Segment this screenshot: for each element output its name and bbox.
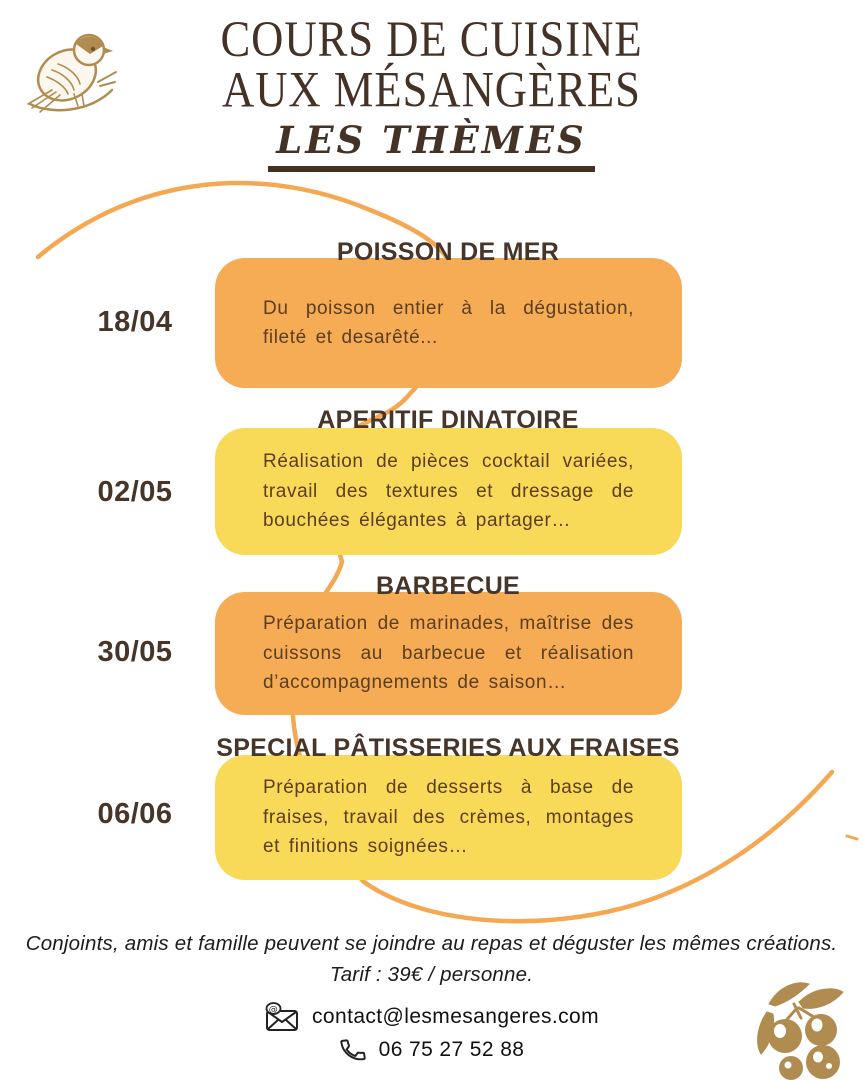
header <box>0 10 863 118</box>
theme-date: 18/04 <box>97 306 173 338</box>
email-address[interactable]: contact@lesmesangeres.com <box>312 1005 599 1028</box>
theme-description: Réalisation de pièces cocktail variées, travail des textures et dressage de bouchées élégantes à partager… <box>263 451 634 532</box>
page-title <box>13 10 850 118</box>
theme-title: POISSON DE MER <box>336 238 560 266</box>
theme-description: Préparation de marinades, maîtrise des cuissons au barbecue et réalisation d’accompagnements de saison… <box>263 613 634 694</box>
subtitle-wrap <box>0 118 863 172</box>
theme-description: Du poisson entier à la dégustation, fileté et desarêté... <box>263 297 634 348</box>
theme-title: APERITIF DINATOIRE <box>317 406 579 434</box>
theme-description: Préparation de desserts à base de fraises, travail des crèmes, montages et finitions soignées… <box>263 777 634 858</box>
theme-title: BARBECUE <box>375 572 521 600</box>
phone-number[interactable]: 06 75 27 52 88 <box>378 1038 525 1061</box>
theme-card <box>215 592 682 715</box>
page-title-line2: AUX MÉSANGÈRES <box>222 61 641 118</box>
theme-date: 02/05 <box>97 476 173 508</box>
footer-note: Conjoints, amis et famille peuvent se joindre au repas et déguster les mêmes créations. <box>25 932 838 955</box>
berries-icon <box>739 974 861 1080</box>
footer-price: Tarif : 39€ / personne. <box>329 963 534 986</box>
email-row <box>0 1002 863 1032</box>
theme-date: 06/06 <box>97 798 173 830</box>
page-title-line1: COURS DE CUISINE <box>220 10 643 67</box>
svg-text:@: @ <box>268 1005 279 1015</box>
page-subtitle: LES THÈMES <box>268 118 594 172</box>
theme-card <box>215 258 682 388</box>
theme-title: SPECIAL PÂTISSERIES AUX FRAISES <box>216 734 680 762</box>
phone-handset-icon <box>337 1034 369 1066</box>
phone-row <box>0 1036 863 1064</box>
theme-card <box>215 428 682 555</box>
theme-date: 30/05 <box>97 636 173 668</box>
envelope-at-icon <box>264 1002 300 1032</box>
theme-card <box>215 755 682 880</box>
